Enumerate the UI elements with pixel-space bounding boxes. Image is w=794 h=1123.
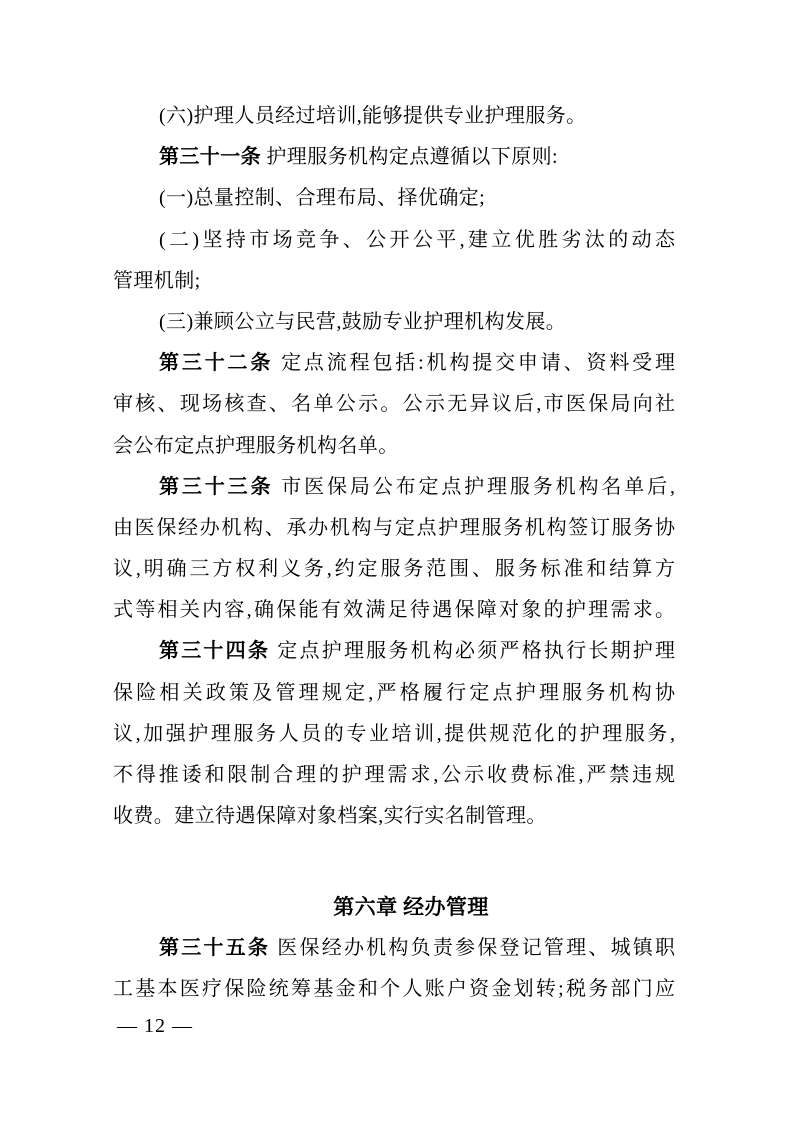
line-text: (一)总量控制、合理布局、择优确定; xyxy=(159,187,486,210)
line-text: 市医保局公布定点护理服务机构名单后, xyxy=(273,475,676,498)
line-text: 定点流程包括:机构提交申请、资料受理 xyxy=(273,352,676,375)
line-text: (六)护理人员经过培训,能够提供专业护理服务。 xyxy=(159,105,587,127)
body-line xyxy=(113,549,675,590)
body-line xyxy=(113,755,675,796)
line-text: 保险相关政策及管理规定,严格履行定点护理服务机构协 xyxy=(113,681,675,704)
body-line xyxy=(113,508,675,549)
chapter-heading: 第六章 经办管理 xyxy=(333,894,489,919)
article-term: 第三十三条 xyxy=(159,475,274,498)
document-body xyxy=(113,96,675,1010)
body-line xyxy=(113,220,675,261)
body-line xyxy=(113,590,675,631)
article-term: 第三十四条 xyxy=(159,640,271,663)
line-text: 由医保经办机构、承办机构与定点护理服务机构签订服务协 xyxy=(113,516,675,539)
line-text: 定点护理服务机构必须严格执行长期护理 xyxy=(270,640,676,663)
blank-line xyxy=(113,837,675,878)
body-line xyxy=(113,261,675,302)
article-term: 第三十五条 xyxy=(159,936,271,959)
line-text: 护理服务机构定点遵循以下原则: xyxy=(261,146,558,169)
body-line xyxy=(113,467,675,508)
line-text: 审核、现场核查、名单公示。公示无异议后,市医保局向社 xyxy=(113,393,675,416)
body-line xyxy=(113,796,675,837)
body-line xyxy=(113,96,675,137)
line-text: 医保经办机构负责参保登记管理、城镇职 xyxy=(270,936,676,959)
line-text: 会公布定点护理服务机构名单。 xyxy=(113,434,399,457)
body-line xyxy=(113,631,675,672)
line-text: (二)坚持市场竞争、公开公平,建立优胜劣汰的动态 xyxy=(159,228,675,251)
body-line xyxy=(113,673,675,714)
body-line xyxy=(113,384,675,425)
body-line xyxy=(113,178,675,219)
body-line xyxy=(113,714,675,755)
body-line xyxy=(113,969,675,1010)
line-text: 议,加强护理服务人员的专业培训,提供规范化的护理服务, xyxy=(113,722,675,745)
line-text: 管理机制; xyxy=(113,269,201,292)
body-line xyxy=(113,426,675,467)
line-text: 收费。建立待遇保障对象档案,实行实名制管理。 xyxy=(113,805,547,828)
article-term: 第三十一条 xyxy=(159,146,261,169)
line-text: (三)兼顾公立与民营,鼓励专业护理机构发展。 xyxy=(159,310,567,333)
body-line xyxy=(113,343,675,384)
line-text: 式等相关内容,确保能有效满足待遇保障对象的护理需求。 xyxy=(113,599,675,622)
body-line xyxy=(113,137,675,178)
line-text: 议,明确三方权利义务,约定服务范围、服务标准和结算方 xyxy=(113,558,675,581)
line-text: 工基本医疗保险统筹基金和个人账户资金划转;税务部门应 xyxy=(113,977,675,1000)
body-line xyxy=(113,302,675,343)
article-term: 第三十二条 xyxy=(159,352,274,375)
body-line xyxy=(113,928,675,969)
page-number: — 12 — xyxy=(117,1015,193,1037)
line-text: 不得推诿和限制合理的护理需求,公示收费标准,严禁违规 xyxy=(113,764,675,786)
